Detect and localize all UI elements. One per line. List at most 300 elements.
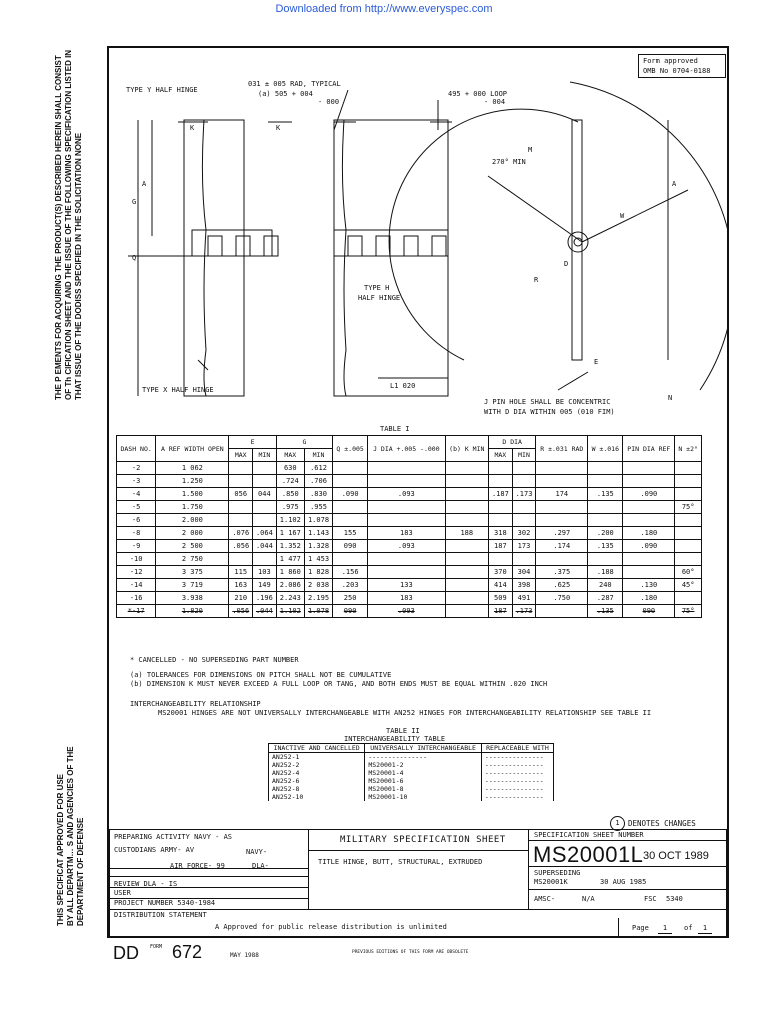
table-cell: .044: [253, 540, 277, 553]
side-line: BY ALL DEPARTM… S AND AGENCIES OF THE: [66, 746, 75, 926]
table-cell: [623, 462, 675, 475]
table-cell: 75°: [675, 501, 702, 514]
label-w: W: [620, 212, 625, 220]
table-cell: .173: [512, 605, 536, 618]
table-cell: [368, 553, 445, 566]
table-cell: 1.328: [304, 540, 332, 553]
table-cell: [368, 462, 445, 475]
divider: [308, 829, 309, 909]
omb-line: Form approved: [643, 57, 698, 65]
table-cell: 1 477: [276, 553, 304, 566]
table-cell: 45°: [675, 579, 702, 592]
table-cell: 2.086: [276, 579, 304, 592]
table-cell: -12: [117, 566, 156, 579]
table-cell: 174: [536, 488, 588, 501]
table-row: [117, 514, 702, 527]
change-mark-icon: 1: [610, 816, 625, 831]
spec-date: 30 OCT 1989: [643, 850, 709, 862]
interchangeability-body: MS20001 HINGES ARE NOT UNIVERSALLY INTERCHANGEABLE WITH AN252 HINGES FOR INTERCHANGEABILITY RELATIONSHIP SEE TABLE II: [158, 709, 652, 717]
table-cell: .287: [588, 592, 623, 605]
table-row: [117, 540, 702, 553]
side-line: OF Th CIFICATION SHEET AND THE ISSUE OF THE FOLLOWING SPECIFICATION LISTED IN: [64, 49, 73, 400]
table-cell: 115: [229, 566, 253, 579]
table-1: [116, 435, 702, 618]
table-cell: 1.352: [276, 540, 304, 553]
table-cell: 149: [253, 579, 277, 592]
table-cell: [623, 566, 675, 579]
table-cell: [445, 501, 489, 514]
table-cell: [512, 514, 536, 527]
distribution-statement: DISTRIBUTION STATEMENT: [114, 911, 207, 919]
left-hinge-body: [184, 120, 244, 396]
table-cell: -5: [117, 501, 156, 514]
l-dimension: L1 020: [390, 382, 416, 390]
table-cell: 183: [368, 592, 445, 605]
t2-header: REPLACEABLE WITH: [481, 744, 553, 753]
col-header: A REF WIDTH OPEN: [156, 436, 229, 462]
superseded-number: MS20001K: [534, 878, 568, 886]
sub-header: MIN: [304, 449, 332, 462]
table-cell: AN252-4: [269, 769, 365, 777]
table-cell: .044: [253, 605, 277, 618]
table-cell: -4: [117, 488, 156, 501]
table-2-title: TABLE II: [386, 727, 420, 735]
table-cell: [229, 553, 253, 566]
table-cell: [229, 514, 253, 527]
hinge-drawing: [108, 60, 728, 420]
col-header: W ±.016: [588, 436, 623, 462]
table-cell: [489, 475, 513, 488]
side-line: THE P EMENTS FOR ACQUIRING THE PRODUCT(S) DESCRIBED HEREIN SHALL CONSIST: [54, 55, 63, 400]
table-cell: .156: [333, 566, 368, 579]
page-number: 1: [658, 924, 672, 934]
table-cell: [445, 488, 489, 501]
divider: [528, 829, 529, 909]
table-cell: 1 860: [276, 566, 304, 579]
sub-header: MIN: [512, 449, 536, 462]
table-cell: .090: [623, 540, 675, 553]
side-line: THIS SPECIFICAT APPROVED FOR USE: [56, 773, 65, 926]
col-header: E: [229, 436, 276, 449]
sub-header: MAX: [276, 449, 304, 462]
table-cell: .975: [276, 501, 304, 514]
table-cell: 173: [512, 540, 536, 553]
table-cell: .375: [536, 566, 588, 579]
custodians: CUSTODIANS ARMY- AV: [114, 846, 195, 854]
custodian-dla: DLA-: [252, 862, 269, 870]
table-cell: [333, 501, 368, 514]
table-row: [117, 579, 702, 592]
table-cell: [229, 501, 253, 514]
label-e: E: [594, 358, 599, 366]
rad-note: 031 ± 005 RAD, TYPICAL: [248, 80, 341, 88]
table-cell: [588, 462, 623, 475]
table-cell: MS20001-6: [365, 777, 482, 785]
table-cell: 240: [588, 579, 623, 592]
table-cell: .706: [304, 475, 332, 488]
table-row: [117, 501, 702, 514]
t2-header: UNIVERSALLY INTERCHANGEABLE: [365, 744, 482, 753]
side-line: DEPARTMENT OF DEFENSE: [76, 817, 85, 926]
table-cell: MS20001-4: [365, 769, 482, 777]
table-cell: 183: [368, 527, 445, 540]
label-g: G: [132, 198, 137, 206]
table-cell: [333, 553, 368, 566]
table-cell: [445, 579, 489, 592]
table-cell: 1.078: [304, 514, 332, 527]
table-cell: [512, 462, 536, 475]
table-cell: .174: [536, 540, 588, 553]
divider: [528, 889, 727, 890]
table-cell: 1.102: [276, 605, 304, 618]
table-cell: [588, 514, 623, 527]
divider: [618, 918, 619, 937]
table-cell: [445, 540, 489, 553]
table-cell: [623, 475, 675, 488]
loop-note-2: - 004: [484, 98, 506, 106]
col-header: G: [276, 436, 332, 449]
table-cell: [333, 462, 368, 475]
table-row: [117, 488, 702, 501]
table-cell: 491: [512, 592, 536, 605]
col-header: R ±.031 RAD: [536, 436, 588, 462]
col-header: D DIA: [489, 436, 536, 449]
table-cell: 187: [489, 605, 513, 618]
table-cell: [675, 592, 702, 605]
table-cell: MS20001-10: [365, 793, 482, 801]
table-cell: AN252-1: [269, 753, 365, 762]
table-cell: ---------------: [481, 793, 553, 801]
footer-form: FORM: [150, 944, 163, 950]
table-cell: [675, 527, 702, 540]
sub-header: MIN: [253, 449, 277, 462]
pin-note-1: J PIN HOLE SHALL BE CONCENTRIC: [484, 398, 611, 406]
table-cell: 2 500: [156, 540, 229, 553]
label-q: Q: [132, 254, 137, 262]
page-of: of: [684, 924, 693, 932]
col-header: N ±2°: [675, 436, 702, 462]
table-cell: [489, 514, 513, 527]
table-cell: .135: [588, 488, 623, 501]
table-cell: .724: [276, 475, 304, 488]
table-cell: 2 038: [304, 579, 332, 592]
pin-note-2: WITH D DIA WITHIN 005 (010 FIM): [484, 408, 615, 416]
table-cell: 398: [512, 579, 536, 592]
table-cell: [623, 514, 675, 527]
table-cell: 056: [229, 488, 253, 501]
table-cell: .297: [536, 527, 588, 540]
table-cell: [675, 514, 702, 527]
table-cell: 1 453: [304, 553, 332, 566]
label-k: K: [276, 124, 281, 132]
table-cell: [445, 514, 489, 527]
a-tolerance-2: - 000: [318, 98, 340, 106]
table-cell: 1.143: [304, 527, 332, 540]
table-cell: [536, 514, 588, 527]
side-text-requirements: [54, 50, 84, 400]
preparing-activity: PREPARING ACTIVITY NAVY - AS: [114, 833, 233, 841]
table-cell: .130: [623, 579, 675, 592]
table-cell: -16: [117, 592, 156, 605]
table-row: [117, 475, 702, 488]
table-cell: 1 828: [304, 566, 332, 579]
amsc-value: N/A: [582, 895, 595, 903]
side-text-approval: [56, 746, 86, 926]
table-cell: 1 167: [276, 527, 304, 540]
table-cell: [368, 501, 445, 514]
distribution-text: A Approved for public release distribution is unlimited: [215, 923, 447, 931]
table-cell: AN252-6: [269, 777, 365, 785]
table-1-body: [117, 462, 702, 618]
table-cell: [512, 553, 536, 566]
table-cell: 318: [489, 527, 513, 540]
divider: [109, 909, 727, 910]
side-line: THAT ISSUE OF THE DODISS SPECIFIED IN THE SOLICITATION NONE: [74, 132, 83, 400]
sub-header: MAX: [489, 449, 513, 462]
table-cell: -14: [117, 579, 156, 592]
table-cell: 414: [489, 579, 513, 592]
table-cell: .850: [276, 488, 304, 501]
table-cell: .173: [512, 488, 536, 501]
table-row: [117, 553, 702, 566]
table-cell: 250: [333, 592, 368, 605]
col-header: (b) K MIN: [445, 436, 489, 462]
table-cell: .093: [368, 540, 445, 553]
table-cell: ---------------: [481, 777, 553, 785]
note-cancelled: * CANCELLED - NO SUPERSEDING PART NUMBER: [130, 656, 299, 664]
table-cell: [623, 553, 675, 566]
table-cell: AN252-2: [269, 761, 365, 769]
table-cell: AN252-8: [269, 785, 365, 793]
table-cell: [675, 475, 702, 488]
superseded-date: 30 AUG 1985: [600, 878, 647, 886]
table-2-subtitle: INTERCHANGEABILITY TABLE: [344, 735, 446, 743]
table-cell: .203: [333, 579, 368, 592]
table-cell: 75°: [675, 605, 702, 618]
spec-number-label: SPECIFICATION SHEET NUMBER: [534, 831, 644, 839]
table-cell: .612: [304, 462, 332, 475]
table-cell: ---------------: [481, 753, 553, 762]
table-cell: [623, 501, 675, 514]
table-cell: -8: [117, 527, 156, 540]
col-header: Q ±.005: [333, 436, 368, 462]
pin-circle: [568, 232, 588, 252]
table-cell: .625: [536, 579, 588, 592]
type-x-label: TYPE X HALF HINGE: [142, 386, 214, 394]
omb-line: OMB No 0704-0188: [643, 67, 711, 75]
amsc-label: AMSC-: [534, 895, 556, 903]
review: REVIEW DLA - IS: [114, 880, 178, 888]
table-cell: [368, 514, 445, 527]
user: USER: [114, 889, 131, 897]
table-row: [269, 777, 554, 785]
table-row: [117, 605, 702, 618]
table-cell: 304: [512, 566, 536, 579]
table-cell: ---------------: [481, 785, 553, 793]
table-cell: [445, 462, 489, 475]
table-cell: 1.250: [156, 475, 229, 488]
custodian-air-force: AIR FORCE- 99: [170, 862, 225, 870]
table-cell: [445, 553, 489, 566]
table-row: [117, 592, 702, 605]
table-cell: 103: [253, 566, 277, 579]
table-row: [269, 769, 554, 777]
table-cell: .180: [623, 527, 675, 540]
interchangeability-title: INTERCHANGEABILITY RELATIONSHIP: [130, 700, 261, 708]
table-cell: 090: [333, 605, 368, 618]
table-cell: [675, 540, 702, 553]
table-cell: 1.750: [156, 501, 229, 514]
table-cell: -2: [117, 462, 156, 475]
table-1-title: TABLE I: [380, 425, 410, 433]
item-title: TITLE HINGE, BUTT, STRUCTURAL, EXTRUDED: [318, 858, 483, 866]
table-cell: 3.938: [156, 592, 229, 605]
table-cell: [253, 475, 277, 488]
table-cell: [253, 514, 277, 527]
page-total: 1: [698, 924, 712, 934]
table-cell: .196: [253, 592, 277, 605]
table-cell: [445, 566, 489, 579]
table-cell: [229, 462, 253, 475]
table-cell: [536, 605, 588, 618]
table-cell: 3 375: [156, 566, 229, 579]
table-cell: 370: [489, 566, 513, 579]
table-cell: ---------------: [481, 769, 553, 777]
table-cell: [489, 462, 513, 475]
spec-number: MS20001L: [533, 842, 644, 867]
table-cell: [333, 475, 368, 488]
table-cell: 1.102: [276, 514, 304, 527]
table-cell: .076: [229, 527, 253, 540]
table-row: [269, 761, 554, 769]
table-cell: 509: [489, 592, 513, 605]
table-cell: -10: [117, 553, 156, 566]
table-cell: [536, 475, 588, 488]
col-header: J DIA +.005 -.000: [368, 436, 445, 462]
table-cell: -6: [117, 514, 156, 527]
table-cell: .056: [229, 540, 253, 553]
table-cell: .955: [304, 501, 332, 514]
table-cell: .090: [333, 488, 368, 501]
table-cell: [588, 553, 623, 566]
table-cell: .188: [588, 566, 623, 579]
table-2: [268, 743, 554, 801]
table-cell: 2.000: [156, 514, 229, 527]
a-tolerance: (a) 505 + 004: [258, 90, 313, 98]
fsc-value: 5340: [666, 895, 683, 903]
half-hinge-label: HALF HINGE: [358, 294, 401, 302]
loop-note: 495 + 000 LOOP: [448, 90, 508, 98]
type-y-label: TYPE Y HALF HINGE: [126, 86, 198, 94]
table-cell: 155: [333, 527, 368, 540]
table-cell: [368, 475, 445, 488]
table-cell: ---------------: [365, 753, 482, 762]
project-number: PROJECT NUMBER 5340-1984: [114, 899, 216, 907]
table-cell: 2 750: [156, 553, 229, 566]
table-cell: 2.195: [304, 592, 332, 605]
table-cell: -3: [117, 475, 156, 488]
label-a: A: [142, 180, 147, 188]
sub-header: MAX: [229, 449, 253, 462]
superseding-label: SUPERSEDING: [534, 869, 581, 877]
footer-previous-editions: PREVIOUS EDITIONS OF THIS FORM ARE OBSOLETE: [352, 950, 469, 955]
table-cell: 2.243: [276, 592, 304, 605]
table-cell: [536, 501, 588, 514]
table-row: [117, 462, 702, 475]
label-r: R: [534, 276, 539, 284]
right-leaf: [572, 120, 582, 360]
table-row: [269, 785, 554, 793]
footer-form-number: 672: [172, 942, 203, 962]
table-cell: [675, 553, 702, 566]
label-k: K: [190, 124, 195, 132]
table-row: [269, 753, 554, 762]
table-cell: 210: [229, 592, 253, 605]
table-cell: [675, 488, 702, 501]
download-link[interactable]: Downloaded from http://www.everyspec.com: [275, 3, 493, 15]
col-header: PIN DIA REF: [623, 436, 675, 462]
footer-dd: DD: [113, 943, 139, 963]
table-cell: .830: [304, 488, 332, 501]
table-cell: 1.500: [156, 488, 229, 501]
table-row: [117, 527, 702, 540]
table-cell: [253, 501, 277, 514]
changes-legend: DENOTES CHANGES: [628, 819, 696, 828]
table-cell: 302: [512, 527, 536, 540]
table-cell: .093: [368, 605, 445, 618]
t2-header: INACTIVE AND CANCELLED: [269, 744, 365, 753]
note-a: (a) TOLERANCES FOR DIMENSIONS ON PITCH SHALL NOT BE CUMULATIVE: [130, 671, 392, 679]
table-cell: 1.820: [156, 605, 229, 618]
table-cell: [368, 566, 445, 579]
fsc-label: FSC: [644, 895, 657, 903]
table-cell: MS20001-2: [365, 761, 482, 769]
table-cell: .180: [623, 592, 675, 605]
table-cell: AN252-10: [269, 793, 365, 801]
table-cell: 630: [276, 462, 304, 475]
table-cell: [536, 553, 588, 566]
table-cell: .093: [368, 488, 445, 501]
page-label: Page: [632, 924, 649, 932]
col-header: DASH NO.: [117, 436, 156, 462]
table-cell: .064: [253, 527, 277, 540]
table-cell: .187: [489, 488, 513, 501]
label-n: N: [668, 394, 673, 402]
table-cell: [445, 475, 489, 488]
table-cell: 3 719: [156, 579, 229, 592]
left-hinge-break: [202, 120, 206, 396]
table-cell: 1 062: [156, 462, 229, 475]
table-cell: [588, 475, 623, 488]
table-cell: [489, 501, 513, 514]
table-row: [269, 793, 554, 801]
table-cell: .090: [623, 488, 675, 501]
table-cell: .750: [536, 592, 588, 605]
table-row: [117, 566, 702, 579]
table-cell: [675, 462, 702, 475]
middle-hinge-body: [334, 120, 448, 396]
table-cell: .135: [588, 540, 623, 553]
min-270-label: 270° MIN: [492, 158, 526, 166]
table-cell: [512, 475, 536, 488]
table-cell: [588, 501, 623, 514]
divider: [109, 876, 308, 877]
table-cell: [229, 475, 253, 488]
table-cell: 090: [623, 605, 675, 618]
table-cell: .200: [588, 527, 623, 540]
table-cell: 188: [445, 527, 489, 540]
table-cell: 1.078: [304, 605, 332, 618]
